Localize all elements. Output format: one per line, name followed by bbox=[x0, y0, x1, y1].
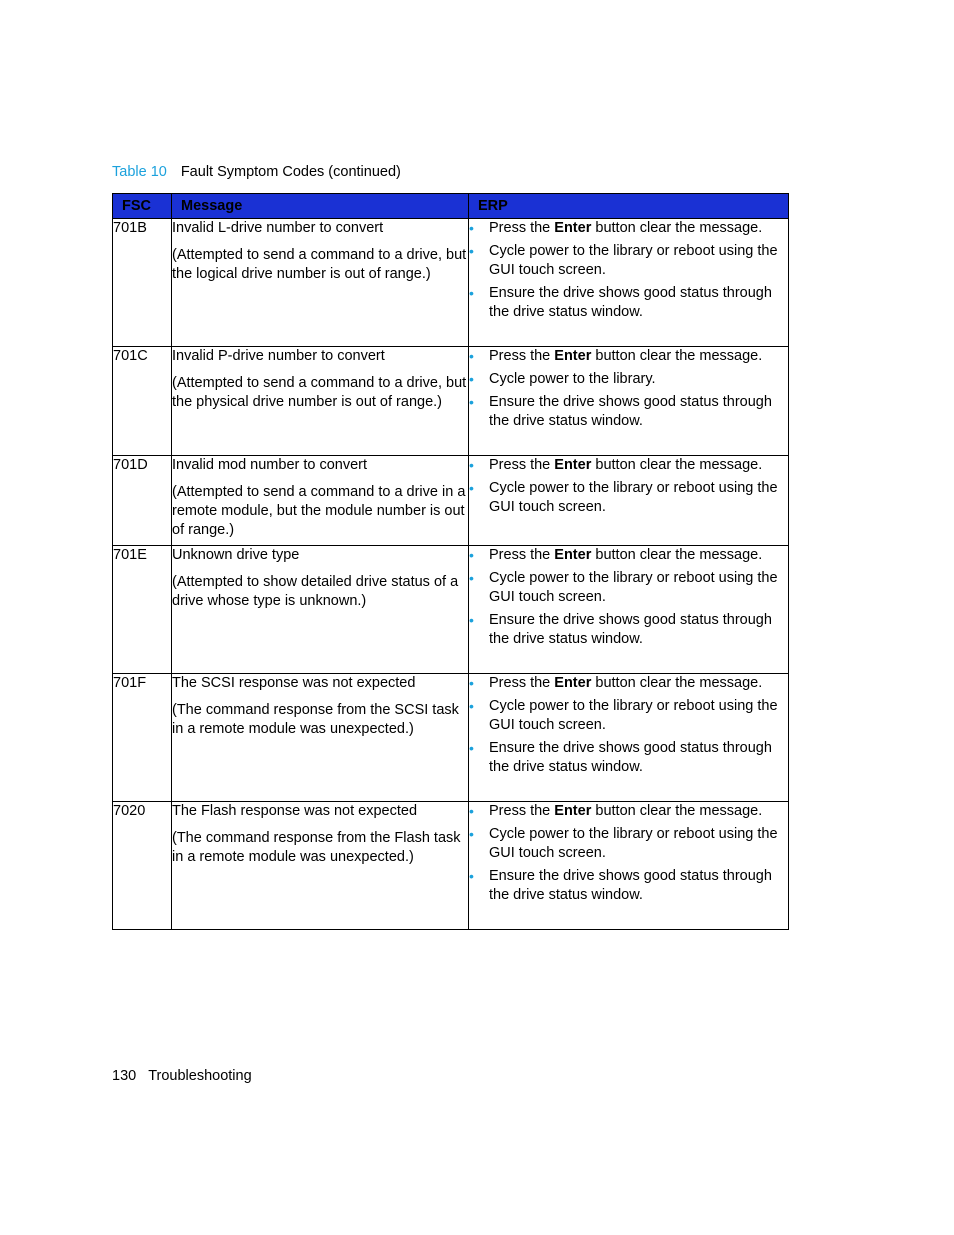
erp-step bbox=[469, 867, 788, 905]
fsc-code: 701D bbox=[113, 456, 172, 546]
erp-step bbox=[469, 697, 788, 735]
erp-step-text: Press the bbox=[489, 348, 555, 364]
erp-step-text-end: button clear the message. bbox=[591, 220, 763, 236]
erp-step-text: Press the bbox=[489, 675, 555, 691]
erp-step-text: Press the bbox=[489, 547, 555, 563]
erp-steps-list bbox=[469, 674, 788, 777]
message-title: The SCSI response was not expected bbox=[172, 675, 416, 691]
message-title: Invalid P-drive number to convert bbox=[172, 348, 385, 364]
erp-step bbox=[469, 825, 788, 863]
message-cell bbox=[172, 802, 469, 930]
message-detail: (Attempted to send a command to a drive, but the logical drive number is out of range.) bbox=[172, 247, 467, 282]
fsc-code: 701B bbox=[113, 219, 172, 347]
erp-cell bbox=[469, 456, 789, 546]
erp-step-text: Ensure the drive shows good status through the drive status window. bbox=[489, 740, 772, 775]
message-cell bbox=[172, 347, 469, 456]
table-row bbox=[113, 347, 789, 456]
message-cell bbox=[172, 546, 469, 674]
erp-cell bbox=[469, 674, 789, 802]
erp-step-text-end: button clear the message. bbox=[591, 803, 763, 819]
table-row bbox=[113, 456, 789, 546]
erp-cell bbox=[469, 219, 789, 347]
erp-step bbox=[469, 674, 788, 693]
erp-cell bbox=[469, 546, 789, 674]
erp-step-text-end: button clear the message. bbox=[591, 675, 763, 691]
erp-step-text: Cycle power to the library or reboot using the GUI touch screen. bbox=[489, 698, 778, 733]
page-number: 130 bbox=[112, 1068, 137, 1084]
erp-step bbox=[469, 393, 788, 431]
bullet-icon: • bbox=[469, 243, 474, 259]
erp-cell bbox=[469, 347, 789, 456]
message-detail: (Attempted to show detailed drive status of a drive whose type is unknown.) bbox=[172, 574, 459, 609]
erp-step bbox=[469, 739, 788, 777]
erp-step-text-end: button clear the message. bbox=[591, 348, 763, 364]
message-cell bbox=[172, 219, 469, 347]
bullet-icon: • bbox=[469, 394, 474, 410]
erp-step bbox=[469, 456, 788, 475]
table-row bbox=[113, 674, 789, 802]
erp-step-text: Cycle power to the library or reboot using the GUI touch screen. bbox=[489, 826, 778, 861]
bullet-icon: • bbox=[469, 547, 474, 563]
enter-button-label: Enter bbox=[554, 348, 592, 364]
erp-step bbox=[469, 370, 788, 389]
erp-step-text: Press the bbox=[489, 803, 555, 819]
erp-steps-list bbox=[469, 802, 788, 905]
bullet-icon: • bbox=[469, 868, 474, 884]
erp-step bbox=[469, 802, 788, 821]
erp-step-text: Ensure the drive shows good status through the drive status window. bbox=[489, 868, 772, 903]
enter-button-label: Enter bbox=[554, 803, 592, 819]
erp-cell bbox=[469, 802, 789, 930]
erp-steps-list bbox=[469, 347, 788, 431]
message-cell bbox=[172, 456, 469, 546]
table-row bbox=[113, 219, 789, 347]
message-cell bbox=[172, 674, 469, 802]
erp-step-text: Cycle power to the library. bbox=[489, 371, 656, 387]
erp-step-text: Cycle power to the library or reboot using the GUI touch screen. bbox=[489, 243, 778, 278]
erp-step bbox=[469, 479, 788, 517]
erp-step-text: Press the bbox=[489, 220, 555, 236]
message-detail: (The command response from the SCSI task in a remote module was unexpected.) bbox=[172, 702, 459, 737]
erp-steps-list bbox=[469, 546, 788, 649]
erp-step bbox=[469, 347, 788, 366]
header-erp: ERP bbox=[469, 194, 789, 219]
bullet-icon: • bbox=[469, 698, 474, 714]
header-fsc: FSC bbox=[113, 194, 172, 219]
erp-steps-list bbox=[469, 456, 788, 517]
bullet-icon: • bbox=[469, 675, 474, 691]
bullet-icon: • bbox=[469, 220, 474, 236]
message-title: Invalid mod number to convert bbox=[172, 457, 368, 473]
bullet-icon: • bbox=[469, 285, 474, 301]
table-row bbox=[113, 802, 789, 930]
bullet-icon: • bbox=[469, 740, 474, 756]
erp-step bbox=[469, 284, 788, 322]
erp-steps-list bbox=[469, 219, 788, 322]
message-detail: (Attempted to send a command to a drive, but the physical drive number is out of range.) bbox=[172, 375, 467, 410]
message-title: Unknown drive type bbox=[172, 547, 300, 563]
bullet-icon: • bbox=[469, 803, 474, 819]
table-header-row bbox=[113, 194, 789, 219]
page-footer bbox=[112, 1066, 252, 1086]
erp-step-text: Ensure the drive shows good status through the drive status window. bbox=[489, 612, 772, 647]
bullet-icon: • bbox=[469, 457, 474, 473]
bullet-icon: • bbox=[469, 612, 474, 628]
erp-step bbox=[469, 611, 788, 649]
erp-step bbox=[469, 546, 788, 565]
erp-step-text: Cycle power to the library or reboot using the GUI touch screen. bbox=[489, 480, 778, 515]
enter-button-label: Enter bbox=[554, 220, 592, 236]
bullet-icon: • bbox=[469, 371, 474, 387]
table-number: Table 10 bbox=[112, 164, 167, 180]
message-title: The Flash response was not expected bbox=[172, 803, 418, 819]
erp-step-text-end: button clear the message. bbox=[591, 457, 763, 473]
table-caption bbox=[112, 162, 401, 182]
fault-symptom-codes-table bbox=[112, 193, 789, 930]
message-detail: (The command response from the Flash task in a remote module was unexpected.) bbox=[172, 830, 461, 865]
enter-button-label: Enter bbox=[554, 547, 592, 563]
erp-step bbox=[469, 219, 788, 238]
erp-step-text: Ensure the drive shows good status through the drive status window. bbox=[489, 394, 772, 429]
table-row bbox=[113, 546, 789, 674]
table-title: Fault Symptom Codes (continued) bbox=[180, 164, 401, 180]
message-detail: (Attempted to send a command to a drive in a remote module, but the module number is out of range.) bbox=[172, 484, 466, 538]
fsc-code: 701C bbox=[113, 347, 172, 456]
fsc-code: 701E bbox=[113, 546, 172, 674]
bullet-icon: • bbox=[469, 826, 474, 842]
erp-step-text: Press the bbox=[489, 457, 555, 473]
footer-section: Troubleshooting bbox=[148, 1068, 252, 1084]
bullet-icon: • bbox=[469, 570, 474, 586]
fsc-code: 701F bbox=[113, 674, 172, 802]
erp-step bbox=[469, 242, 788, 280]
erp-step-text-end: button clear the message. bbox=[591, 547, 763, 563]
message-title: Invalid L-drive number to convert bbox=[172, 220, 384, 236]
erp-step-text: Ensure the drive shows good status through the drive status window. bbox=[489, 285, 772, 320]
erp-step bbox=[469, 569, 788, 607]
enter-button-label: Enter bbox=[554, 675, 592, 691]
erp-step-text: Cycle power to the library or reboot using the GUI touch screen. bbox=[489, 570, 778, 605]
header-message: Message bbox=[172, 194, 469, 219]
enter-button-label: Enter bbox=[554, 457, 592, 473]
bullet-icon: • bbox=[469, 348, 474, 364]
bullet-icon: • bbox=[469, 480, 474, 496]
fsc-code: 7020 bbox=[113, 802, 172, 930]
